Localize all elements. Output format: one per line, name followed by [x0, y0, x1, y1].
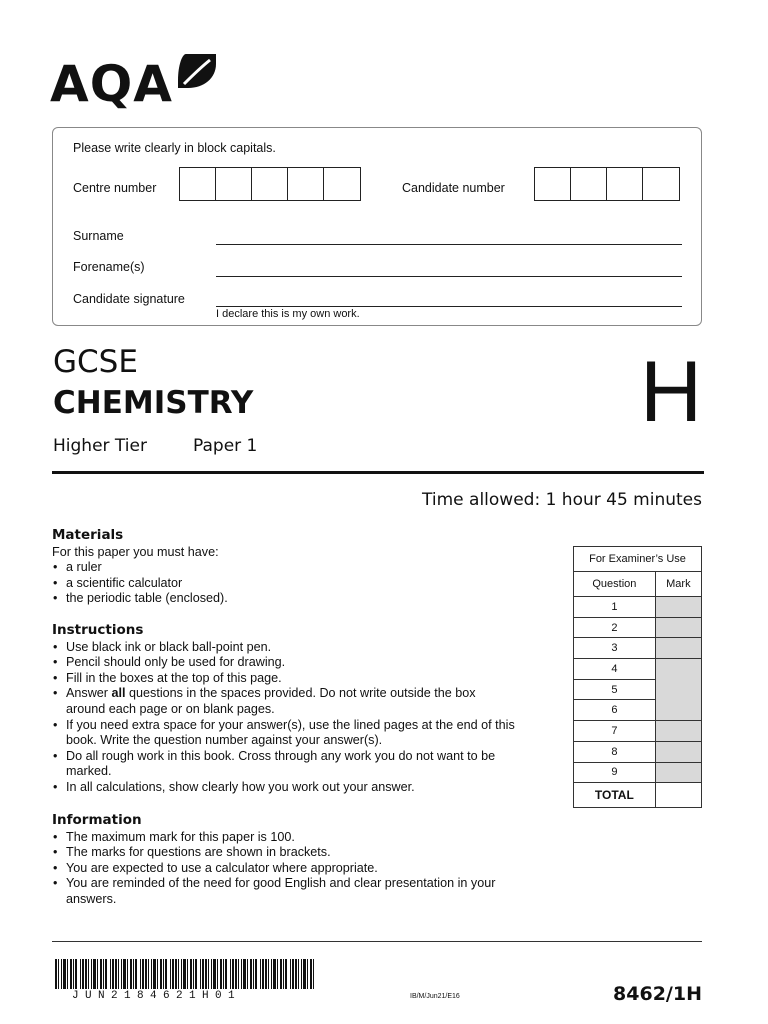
list-item: • a scientific calculator: [52, 576, 552, 592]
list-item: • Fill in the boxes at the top of this page.: [52, 671, 552, 687]
list-item-text: questions in the spaces provided. Do not write outside the box around each page or on blank pages.: [66, 686, 476, 716]
list-item: • You are reminded of the need for good English and clear presentation in your answers.: [52, 876, 511, 907]
total-label: TOTAL: [574, 783, 656, 808]
candidate-number-boxes[interactable]: [534, 167, 680, 201]
list-item: • You are expected to use a calculator where appropriate.: [52, 861, 552, 877]
examiner-table-title: For Examiner’s Use: [574, 547, 702, 572]
question-number: 7: [574, 721, 656, 742]
digit-box[interactable]: [324, 168, 360, 200]
document-reference: IB/M/Jun21/E16: [410, 993, 460, 1000]
paper-code: 8462/1H: [613, 983, 702, 1005]
list-item: • Do all rough work in this book. Cross through any work you do not want to be marked.: [52, 749, 526, 780]
barcode-icon: [55, 959, 317, 989]
examiner-use-table: [573, 546, 702, 808]
emphasis-text: all: [111, 686, 126, 701]
signature-label: Candidate signature: [73, 292, 185, 306]
mark-cell: [655, 617, 701, 638]
declaration-text: I declare this is my own work.: [216, 308, 360, 320]
mark-cell: [655, 741, 701, 762]
surname-field[interactable]: [216, 244, 682, 245]
digit-box[interactable]: [571, 168, 607, 200]
centre-number-boxes[interactable]: [179, 167, 361, 201]
tier-letter: H: [640, 344, 703, 440]
mark-column-header: Mark: [655, 572, 701, 597]
list-item: • a ruler: [52, 560, 552, 576]
list-item: • In all calculations, show clearly how you work out your answer.: [52, 780, 552, 796]
list-item: [52, 686, 486, 717]
question-number: 6: [574, 700, 656, 721]
qualification-title: GCSE: [53, 344, 138, 380]
mark-cell: [655, 638, 701, 659]
information-heading: Information: [52, 812, 142, 828]
signature-field[interactable]: [216, 306, 682, 307]
digit-box[interactable]: [643, 168, 679, 200]
digit-box[interactable]: [252, 168, 288, 200]
mark-cell: [655, 721, 701, 742]
time-allowed: Time allowed: 1 hour 45 minutes: [422, 490, 702, 510]
list-item: • If you need extra space for your answer(s), use the lined pages at the end of this book. Write the question number against your answer(s).: [52, 718, 548, 749]
instructions-section: [52, 623, 552, 796]
instructions-heading: Instructions: [52, 622, 144, 638]
block-capitals-instruction: Please write clearly in block capitals.: [73, 141, 276, 155]
list-item: • the periodic table (enclosed).: [52, 591, 552, 607]
question-number: 5: [574, 679, 656, 700]
question-number: 1: [574, 597, 656, 618]
question-number: 2: [574, 617, 656, 638]
mark-cell: [655, 762, 701, 783]
paper-label: Paper 1: [193, 436, 258, 456]
candidate-details-box: [52, 127, 702, 326]
leaf-icon: [178, 54, 216, 88]
mark-cell: [655, 597, 701, 618]
list-item: • The marks for questions are shown in brackets.: [52, 845, 552, 861]
list-item: • Use black ink or black ball-point pen.: [52, 640, 552, 656]
question-number: 8: [574, 741, 656, 762]
digit-box[interactable]: [535, 168, 571, 200]
aqa-logo: [50, 52, 220, 112]
candidate-number-label: Candidate number: [402, 181, 505, 195]
mark-cell: [655, 659, 701, 721]
digit-box[interactable]: [216, 168, 252, 200]
centre-number-label: Centre number: [73, 181, 157, 195]
forename-label: Forename(s): [73, 260, 145, 274]
logo-text: AQA: [50, 55, 173, 113]
list-item: • The maximum mark for this paper is 100.: [52, 830, 552, 846]
digit-box[interactable]: [607, 168, 643, 200]
digit-box[interactable]: [288, 168, 324, 200]
materials-intro: For this paper you must have:: [52, 544, 219, 559]
total-cell: [655, 783, 701, 808]
list-item-text: Answer: [66, 686, 112, 701]
digit-box[interactable]: [180, 168, 216, 200]
footer-divider: [52, 941, 702, 942]
subject-title: CHEMISTRY: [53, 385, 254, 421]
instructions-list: [52, 640, 552, 796]
forename-field[interactable]: [216, 276, 682, 277]
surname-label: Surname: [73, 229, 124, 243]
question-number: 3: [574, 638, 656, 659]
question-number: 9: [574, 762, 656, 783]
materials-section: [52, 528, 552, 607]
information-section: [52, 813, 552, 908]
question-column-header: Question: [574, 572, 656, 597]
question-number: 4: [574, 659, 656, 680]
barcode-text: JUN2184621H01: [72, 990, 242, 1002]
tier-label: Higher Tier: [53, 436, 147, 456]
title-divider: [52, 471, 704, 474]
materials-heading: Materials: [52, 527, 124, 543]
materials-list: [52, 560, 552, 607]
list-item: • Pencil should only be used for drawing.: [52, 655, 552, 671]
information-list: [52, 830, 552, 908]
